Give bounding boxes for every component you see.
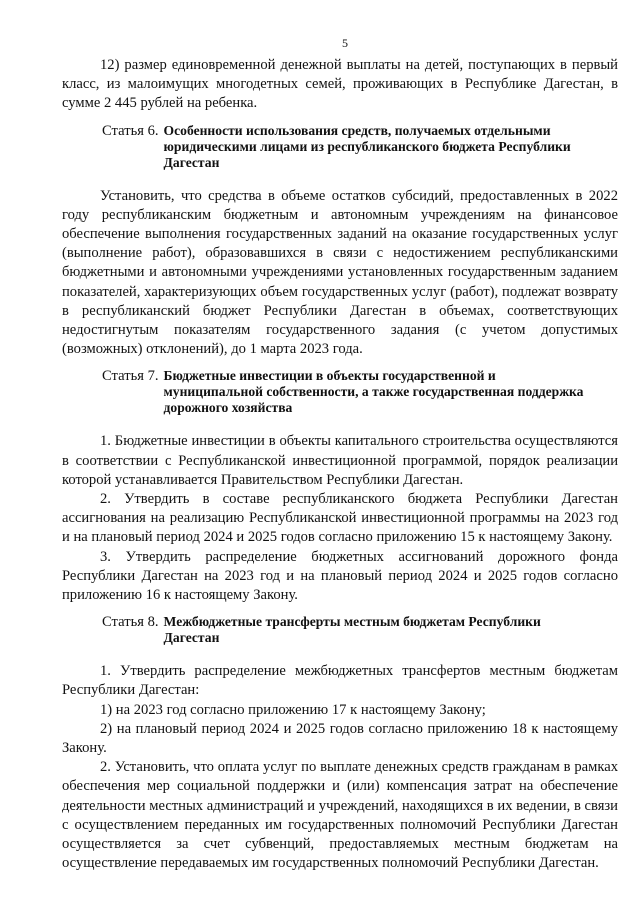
paragraph-article-8-2: 2. Установить, что оплата услуг по выплате денежных средств гражданам в рамках обеспечения мер социальной поддержки и (или) компенсация затрат на обеспечение деятельности местных администраций и учреждений, находящихся в их ведении, в связи с осуществлением переданных им государственных полномочий Республики Дагестан осуществляется за счет субвенций, предоставляемых местным бюджетам на осуществление передаваемых им государственных полномочий Республики Дагестан. <box>62 759 618 872</box>
paragraph-article-7-1: 1. Бюджетные инвестиции в объекты капитального строительства осуществляются в соответствии с Республиканской инвестиционной программой, порядок реализации которой устанавливается Правительством Республики Дагестан. <box>62 433 618 488</box>
paragraph-item-12: 12) размер единовременной денежной выплаты на детей, поступающих в первый класс, из малоимущих многодетных семей, проживающих в Республике Дагестан, в сумме 2 445 рублей на ребенка. <box>62 57 618 112</box>
paragraph-article-6: Установить, что средства в объеме остатков субсидий, предоставленных в 2022 году республиканским бюджетным и автономным учреждениям на финансовое обеспечение выполнения государственных заданий на оказание государственных услуг (выполнение работ), образовавшихся в связи с недостижением республиканскими бюджетными и автономными учреждениями установленных государственным заданием показателей, характеризующих объем государственных услуг (работ), подлежат возврату в республиканский бюджет Республики Дагестан в объемах, соответствующих недостигнутым показателям государственного задания (с учетом допустимых (возможных) отклонений), до 1 марта 2023 года. <box>62 187 618 358</box>
article-8-heading <box>102 614 618 646</box>
article-label: Статья 6. <box>102 122 159 139</box>
article-label: Статья 7. <box>102 368 159 385</box>
document-page <box>62 36 618 874</box>
article-title: Особенности использования средств, получаемых отдельными юридическими лицами из республиканского бюджета Республики Дагестан <box>163 122 571 170</box>
paragraph-article-7-3: 3. Утвердить распределение бюджетных ассигнований дорожного фонда Республики Дагестан на 2023 год и на плановый период 2024 и 2025 годов согласно приложению 16 к настоящему Закону. <box>62 548 618 604</box>
paragraph-article-8-1-2: 2) на плановый период 2024 и 2025 годов согласно приложению 18 к настоящему Закону. <box>62 720 618 757</box>
article-label: Статья 8. <box>102 614 159 631</box>
page-number: 5 <box>342 36 348 50</box>
article-title: Межбюджетные трансферты местным бюджетам Республики Дагестан <box>163 614 541 646</box>
paragraph-article-7-2: 2. Утвердить в составе республиканского бюджета Республики Дагестан ассигнования на реализацию Республиканской инвестиционной программы на 2023 год и на плановый период 2024 и 2025 годов согласно приложению 15 к настоящему Закону. <box>62 491 618 546</box>
paragraph-article-8-1: 1. Утвердить распределение межбюджетных трансфертов местным бюджетам Республики Дагестан: <box>62 663 618 699</box>
article-title: Бюджетные инвестиции в объекты государственной и муниципальной собственности, а также государственная поддержка дорожного хозяйства <box>163 368 584 416</box>
paragraph-article-8-1-1: 1) на 2023 год согласно приложению 17 к настоящему Закону; <box>100 701 486 718</box>
article-7-heading <box>102 368 618 416</box>
article-6-heading <box>102 123 618 171</box>
